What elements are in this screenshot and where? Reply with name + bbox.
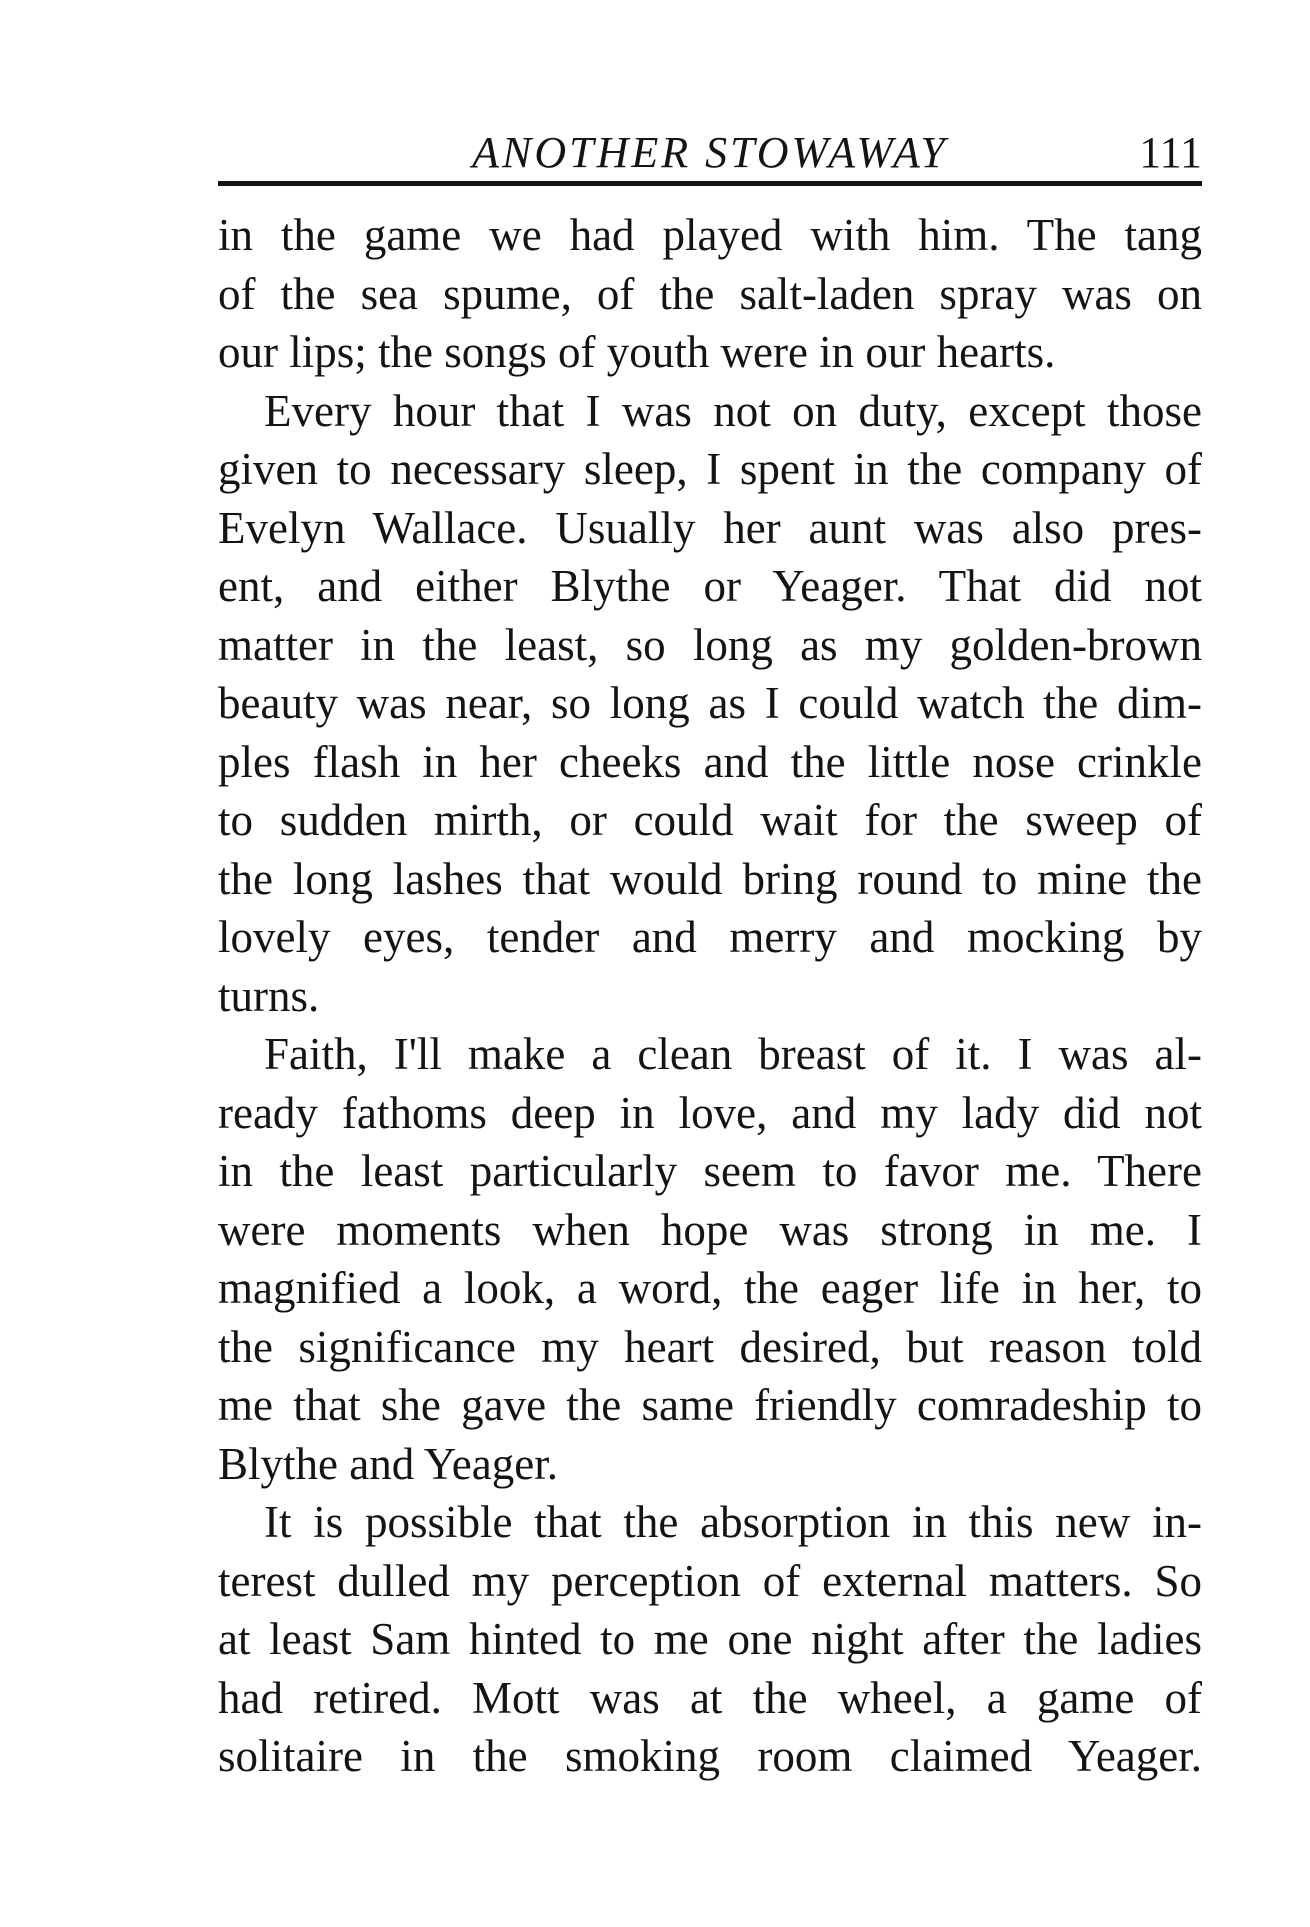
text-line: me that she gave the same friendly comradeship to [218, 1380, 1202, 1430]
text-line: lovely eyes, tender and merry and mocking by [218, 912, 1202, 962]
text-line: turns. [218, 970, 320, 1021]
text-line: in the game we had played with him. The tang [218, 210, 1202, 260]
text-line: our lips; the songs of youth were in our hearts. [218, 327, 1056, 377]
text-line: to sudden mirth, or could wait for the sweep of [218, 795, 1202, 845]
text-line: terest dulled my perception of external matters. So [218, 1555, 1202, 1606]
text-line: Faith, I'll make a clean breast of it. I was al- [264, 1029, 1202, 1079]
text-line: solitaire in the smoking room claimed Yeager. [218, 1731, 1202, 1781]
running-head [218, 118, 1202, 178]
text-line: matter in the least, so long as my golden-brown [218, 619, 1202, 670]
text-line: given to necessary sleep, I spent in the company of [218, 444, 1202, 494]
text-line: the long lashes that would bring round to mine the [218, 853, 1202, 904]
text-line: the significance my heart desired, but reason told [218, 1321, 1202, 1372]
text-line: had retired. Mott was at the wheel, a game of [218, 1672, 1202, 1723]
running-title: ANOTHER STOWAWAY [472, 128, 948, 177]
text-line: beauty was near, so long as I could watch the dim- [218, 678, 1202, 728]
header-rule [218, 181, 1202, 186]
text-line: ent, and either Blythe or Yeager. That did not [218, 561, 1202, 611]
text-line: Evelyn Wallace. Usually her aunt was also pres- [218, 502, 1202, 553]
text-line: Every hour that I was not on duty, except those [264, 385, 1202, 436]
text-line: were moments when hope was strong in me. I [218, 1204, 1202, 1255]
text-line: Blythe and Yeager. [218, 1438, 558, 1489]
text-line: in the least particularly seem to favor me. There [218, 1146, 1202, 1196]
text-line: ready fathoms deep in love, and my lady did not [218, 1087, 1202, 1138]
body-text [218, 206, 1202, 1786]
text-line: of the sea spume, of the salt-laden spray was on [218, 268, 1202, 319]
text-line: ples flash in her cheeks and the little nose crinkle [218, 736, 1202, 787]
text-line: at least Sam hinted to me one night after the ladies [218, 1614, 1202, 1664]
text-line: It is possible that the absorption in this new in- [264, 1497, 1202, 1547]
text-line: magnified a look, a word, the eager life in her, to [218, 1263, 1202, 1313]
page-number: 111 [1139, 128, 1202, 177]
